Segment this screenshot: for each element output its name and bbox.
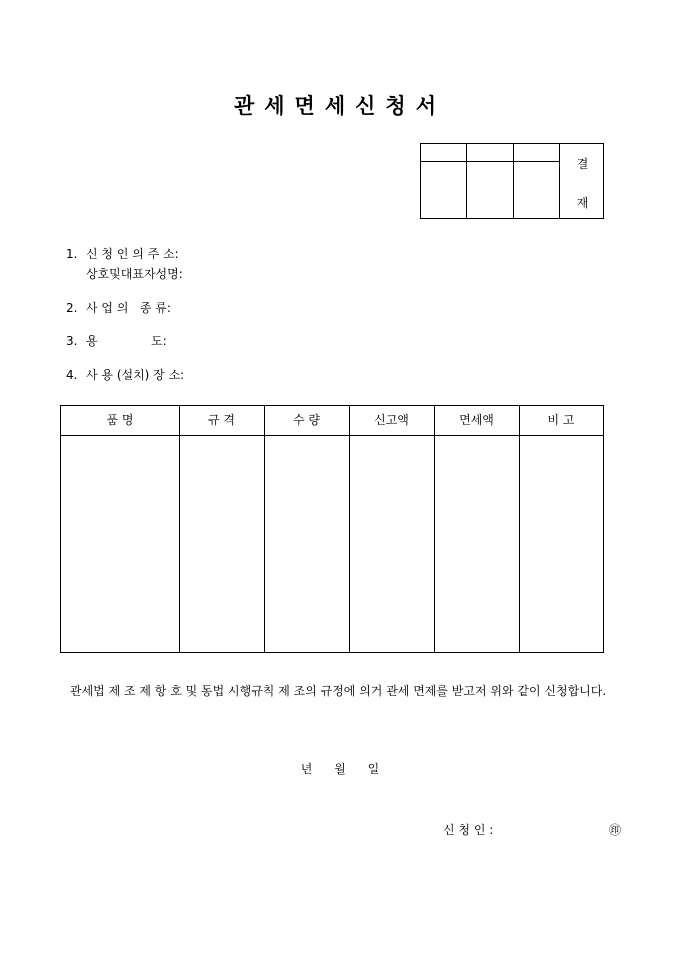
table-column-divider <box>179 406 180 652</box>
application-statement: 관세법 제 조 제 항 호 및 동법 시행규칙 제 조의 규정에 의거 관세 면제를 받고저 위와 같이 신청합니다. <box>70 684 607 698</box>
field-usage-location <box>66 366 236 383</box>
approval-divider <box>466 144 467 218</box>
applicant-label: 신 청 인 : <box>443 823 494 837</box>
field-label: 신 청 인 의 주 소: <box>86 247 179 261</box>
table-header-spec: 규 격 <box>208 413 235 427</box>
approval-divider <box>513 144 514 218</box>
field-usage <box>66 332 236 349</box>
seal-mark: ㊞ <box>609 823 622 837</box>
field-applicant-address <box>66 245 236 262</box>
field-company-rep-name <box>66 265 236 282</box>
approval-box <box>420 143 604 219</box>
approval-label-top: 결 <box>576 157 589 171</box>
field-number: 2. <box>66 301 78 315</box>
table-column-divider <box>519 406 520 652</box>
table-header-declared-amount: 신고액 <box>374 413 409 427</box>
table-column-divider <box>434 406 435 652</box>
date-day-label: 일 <box>367 762 380 776</box>
field-number: 1. <box>66 247 78 261</box>
date-month-label: 월 <box>334 762 346 776</box>
table-header-quantity: 수 량 <box>293 413 320 427</box>
field-label: 용 도: <box>86 334 167 348</box>
field-number: 3. <box>66 334 78 348</box>
date-line <box>0 760 680 777</box>
approval-header-line <box>421 161 559 162</box>
table-column-divider <box>264 406 265 652</box>
table-header-exempt-amount: 면세액 <box>459 413 494 427</box>
field-number: 4. <box>66 368 78 382</box>
field-label: 사 업 의 종 류: <box>86 301 171 315</box>
table-column-divider <box>349 406 350 652</box>
table-header-item-name: 품 명 <box>106 413 134 427</box>
table-header-remarks: 비 고 <box>547 413 575 427</box>
field-label: 사 용 (설치) 장 소: <box>86 368 185 382</box>
document-title: 관세면세신청서 <box>233 93 446 118</box>
table-header-line <box>61 435 603 436</box>
field-label: 상호및대표자성명: <box>86 267 183 281</box>
date-year-label: 년 <box>300 762 313 776</box>
approval-label-bottom: 재 <box>576 196 589 210</box>
field-business-type <box>66 299 236 316</box>
items-table <box>60 405 604 653</box>
